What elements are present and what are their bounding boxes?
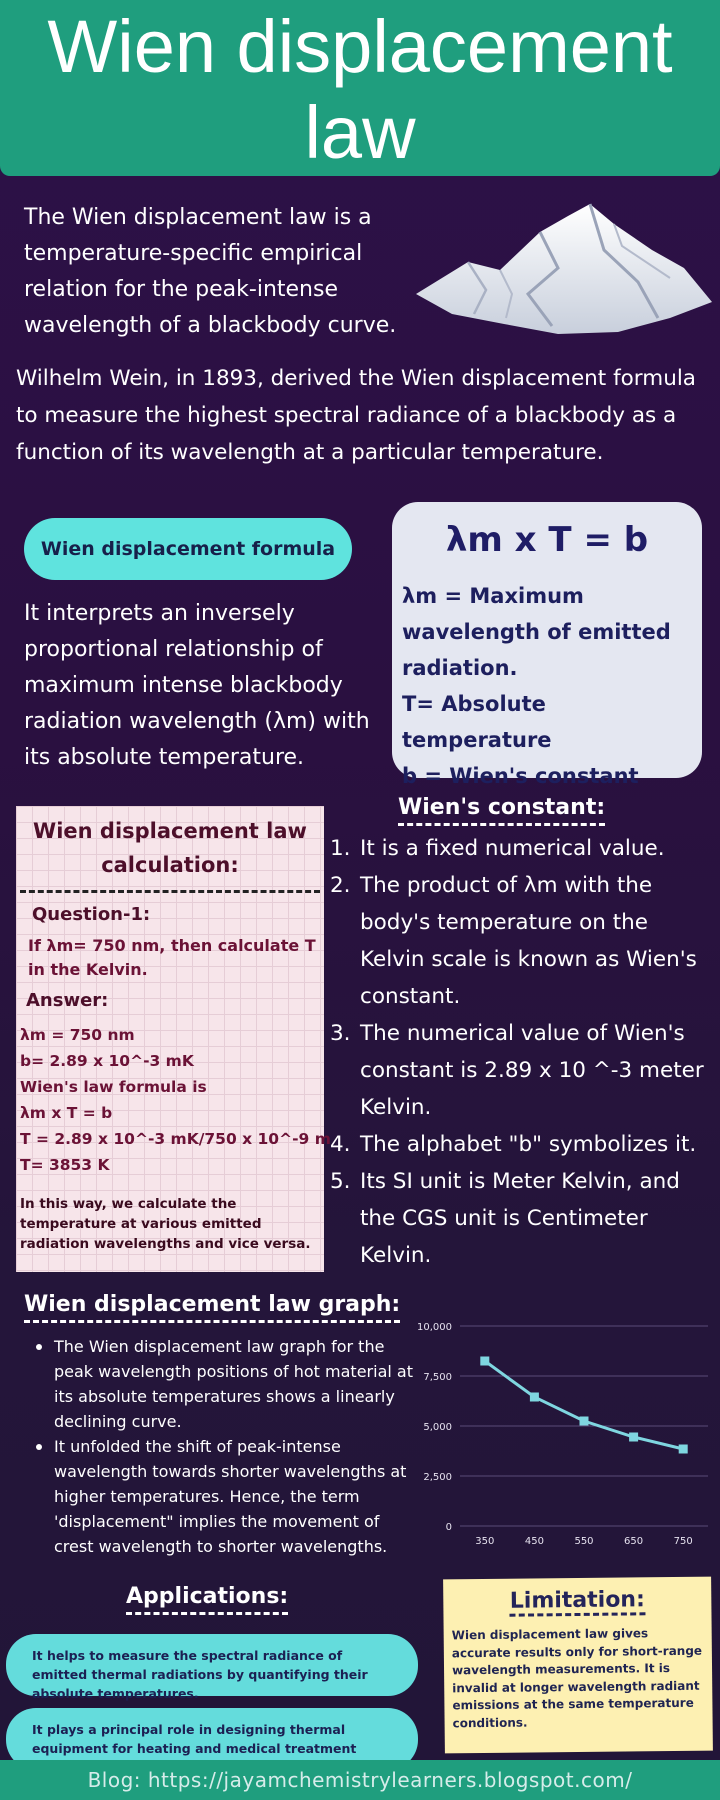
answer-step: b= 2.89 x 10^-3 mK <box>20 1052 194 1070</box>
list-item <box>330 1163 714 1274</box>
series-line <box>485 1361 683 1449</box>
formula-description: It interprets an inversely proportional relationship of maximum intense blackbody radiation wavelength (λm) with its absolute temperature. <box>24 601 370 770</box>
answer-step: Wien's law formula is <box>20 1078 207 1096</box>
question-label: Question-1: <box>32 904 151 925</box>
list-text: The product of λm with the body's temperature on the Kelvin scale is known as Wien's constant. <box>360 873 697 1009</box>
definition-lambda: λm = Maximum wavelength of emitted radiation. <box>402 584 671 680</box>
bullet-item: It unfolded the shift of peak-intense wavelength towards shorter wavelengths at higher temperatures. Hence, the term 'displacement" implies the movement of crest wavelength to shorter wavelengths. <box>32 1434 416 1559</box>
formula-label-pill <box>24 518 352 580</box>
list-item <box>330 867 714 1015</box>
calculation-note: In this way, we calculate the temperature at various emitted radiation wavelengths and vice versa. <box>20 1196 311 1252</box>
mountain-illustration <box>408 198 718 338</box>
formula-label: Wien displacement formula <box>40 538 336 560</box>
y-tick-label: 2,500 <box>423 1472 452 1483</box>
definition-temperature: T= Absolute temperature <box>402 692 552 752</box>
list-item <box>330 830 714 867</box>
applications-heading: Applications: <box>126 1582 288 1615</box>
question-text: If λm= 750 nm, then calculate T in the Kelvin. <box>28 936 316 979</box>
y-tick-label: 7,500 <box>423 1372 452 1383</box>
application-item: It helps to measure the spectral radiance of emitted thermal radiations by quantifying their absolute temperatures. <box>6 1634 418 1696</box>
data-point <box>629 1433 638 1442</box>
x-tick-label: 350 <box>475 1536 495 1547</box>
data-point <box>530 1393 539 1402</box>
answer-step: T= 3853 K <box>20 1156 110 1174</box>
formula-definitions <box>402 578 702 794</box>
formula-equation: λm x T = b <box>445 520 649 560</box>
limitation-text: Wien displacement law gives accurate results only for short-range wavelength measurements. It is invalid at longer wavelength radiant emissions at the same temperature conditions. <box>451 1626 703 1730</box>
data-point <box>480 1357 489 1366</box>
list-item <box>330 1015 714 1126</box>
list-number: 3. <box>330 1021 351 1046</box>
answer-step: T = 2.89 x 10^-3 mK/750 x 10^-9 m <box>20 1130 331 1148</box>
footer-bar <box>0 1760 720 1800</box>
list-item <box>330 1126 714 1163</box>
list-text: Its SI unit is Meter Kelvin, and the CGS unit is Centimeter Kelvin. <box>360 1169 680 1268</box>
answer-step: λm = 750 nm <box>20 1026 135 1044</box>
calculation-divider <box>20 890 320 893</box>
limitation-card <box>443 1577 713 1754</box>
constant-list <box>330 830 714 1274</box>
list-number: 5. <box>330 1169 351 1194</box>
answer-step: λm x T = b <box>20 1104 113 1122</box>
graph-heading: Wien displacement law graph: <box>24 1290 400 1323</box>
wavelength-temperature-chart <box>412 1314 716 1550</box>
application-item: It plays a principal role in designing thermal equipment for heating and medical treatment <box>6 1708 418 1770</box>
formula-card <box>392 502 702 788</box>
constant-heading: Wien's constant: <box>398 793 605 826</box>
page-title: Wien displacement law <box>47 5 673 174</box>
history-paragraph: Wilhelm Wein, in 1893, derived the Wien displacement formula to measure the highest spectral radiance of a blackbody as a function of its wavelength at a particular temperature. <box>16 366 696 465</box>
x-tick-label: 650 <box>624 1536 644 1547</box>
bullet-item: The Wien displacement law graph for the peak wavelength positions of hot material at its absolute temperatures shows a linearly declining curve. <box>32 1334 416 1434</box>
list-text: It is a fixed numerical value. <box>360 836 665 861</box>
answer-label: Answer: <box>26 990 109 1011</box>
calculation-card <box>16 806 331 1272</box>
limitation-heading: Limitation: <box>510 1587 645 1616</box>
intro-paragraph: The Wien displacement law is a temperature-specific empirical relation for the peak-intense wavelength of a blackbody curve. <box>24 205 397 338</box>
list-text: The alphabet "b" symbolizes it. <box>360 1132 697 1157</box>
y-tick-label: 0 <box>445 1522 452 1533</box>
data-point <box>679 1445 688 1454</box>
graph-bullet-list <box>32 1334 416 1559</box>
x-tick-label: 450 <box>524 1536 544 1547</box>
definition-constant: b = Wien's constant <box>402 764 639 788</box>
data-point <box>580 1417 589 1426</box>
list-number: 1. <box>330 836 351 861</box>
list-number: 2. <box>330 873 351 898</box>
x-tick-label: 750 <box>673 1536 693 1547</box>
header-banner <box>0 0 720 176</box>
list-number: 4. <box>330 1132 351 1157</box>
y-tick-label: 10,000 <box>417 1322 452 1333</box>
blog-link[interactable]: Blog: https://jayamchemistrylearners.blogspot.com/ <box>87 1768 633 1792</box>
x-tick-label: 550 <box>574 1536 594 1547</box>
calculation-title: Wien displacement law calculation: <box>33 819 307 877</box>
limitation-heading-wrap <box>443 1585 711 1618</box>
y-tick-label: 5,000 <box>423 1422 452 1433</box>
list-text: The numerical value of Wien's constant is 2.89 x 10 ^-3 meter Kelvin. <box>360 1021 704 1120</box>
answer-steps <box>20 1022 331 1178</box>
